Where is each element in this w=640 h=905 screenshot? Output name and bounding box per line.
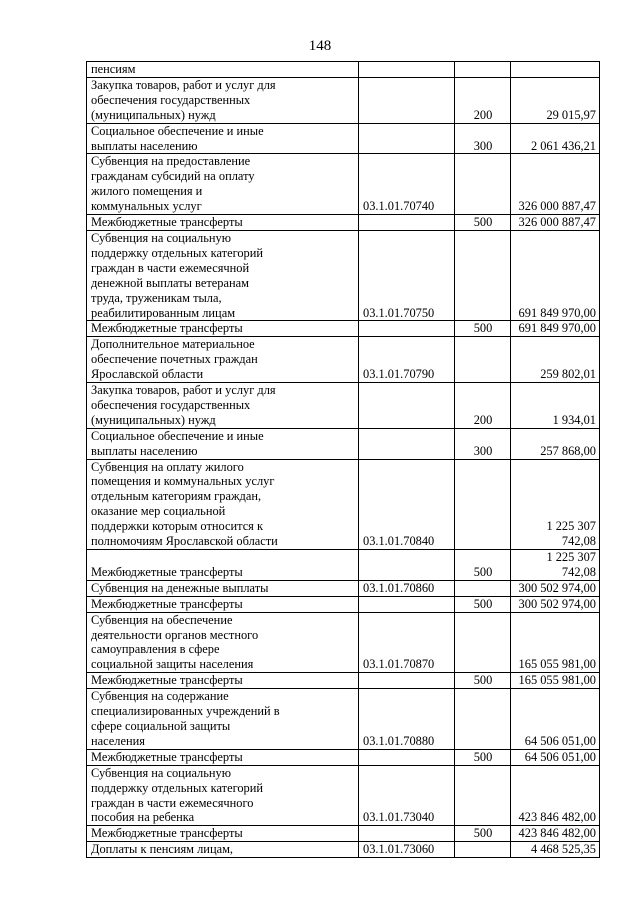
target-code-cell — [359, 749, 455, 765]
item-name-cell — [87, 842, 359, 858]
item-name-line: гражданам субсидий на оплату — [91, 169, 255, 184]
target-code-cell — [359, 826, 455, 842]
amount-cell: 4 468 525,35 — [511, 842, 600, 858]
item-name-line: обеспечение почетных граждан — [91, 352, 258, 367]
item-name-cell — [87, 62, 359, 78]
target-code-cell — [359, 428, 455, 459]
item-name-cell — [87, 230, 359, 320]
item-name-cell — [87, 123, 359, 154]
target-code-cell — [359, 550, 455, 581]
amount-cell: 64 506 051,00 — [511, 689, 600, 750]
amount-cell: 165 055 981,00 — [511, 612, 600, 673]
target-code-cell: 03.1.01.70750 — [359, 230, 455, 320]
item-name-cell — [87, 673, 359, 689]
item-name-line: Субвенция на денежные выплаты — [91, 580, 269, 595]
expense-type-cell: 500 — [455, 749, 511, 765]
amount-cell: 257 868,00 — [511, 428, 600, 459]
target-code-cell — [359, 62, 455, 78]
item-name-cell — [87, 215, 359, 231]
item-name-line: выплаты населению — [91, 138, 198, 153]
target-code-cell: 03.1.01.70740 — [359, 154, 455, 215]
item-name-cell — [87, 826, 359, 842]
item-name-line: Социальное обеспечение и иные — [91, 123, 264, 138]
item-name-line: помещения и коммунальных услуг — [91, 474, 275, 489]
amount-cell: 691 849 970,00 — [511, 321, 600, 337]
table-row — [87, 123, 600, 154]
item-name-line: Межбюджетные трансферты — [91, 673, 243, 688]
item-name-line: граждан в части ежемесячного — [91, 795, 254, 810]
table-row — [87, 826, 600, 842]
table-row — [87, 673, 600, 689]
table-row — [87, 765, 600, 826]
table-row — [87, 689, 600, 750]
item-name-line: Межбюджетные трансферты — [91, 321, 243, 336]
item-name-cell — [87, 612, 359, 673]
item-name-line: сфере социальной защиты — [91, 718, 231, 733]
item-name-line: Доплаты к пенсиям лицам, — [91, 842, 234, 857]
item-name-line: поддержку отдельных категорий — [91, 780, 263, 795]
expense-type-cell: 500 — [455, 321, 511, 337]
item-name-line: самоуправления в сфере — [91, 642, 220, 657]
table-row — [87, 596, 600, 612]
expense-type-cell — [455, 230, 511, 320]
amount-cell: 300 502 974,00 — [511, 596, 600, 612]
table-row — [87, 459, 600, 549]
amount-cell: 2 061 436,21 — [511, 123, 600, 154]
item-name-line: оказание мер социальной — [91, 504, 226, 519]
target-code-cell: 03.1.01.70860 — [359, 580, 455, 596]
item-name-line: Закупка товаров, работ и услуг для — [91, 383, 276, 398]
item-name-line: жилого помещения и — [91, 184, 203, 199]
expense-type-cell: 500 — [455, 673, 511, 689]
target-code-cell: 03.1.01.70790 — [359, 337, 455, 383]
table-row — [87, 428, 600, 459]
amount-cell: 691 849 970,00 — [511, 230, 600, 320]
amount-cell: 326 000 887,47 — [511, 215, 600, 231]
item-name-line: деятельности органов местного — [91, 627, 259, 642]
expense-type-cell — [455, 765, 511, 826]
expense-type-cell: 500 — [455, 596, 511, 612]
item-name-cell — [87, 689, 359, 750]
item-name-line: Межбюджетные трансферты — [91, 215, 243, 230]
item-name-line: Закупка товаров, работ и услуг для — [91, 77, 276, 92]
item-name-line: поддержки которым относится к — [91, 519, 264, 534]
target-code-cell — [359, 215, 455, 231]
item-name-line: труда, труженикам тыла, — [91, 290, 222, 305]
budget-table — [86, 61, 600, 858]
table-row — [87, 842, 600, 858]
expense-type-cell: 500 — [455, 215, 511, 231]
item-name-line: Субвенция на обеспечение — [91, 612, 233, 627]
target-code-cell: 03.1.01.73040 — [359, 765, 455, 826]
item-name-line: Ярославской области — [91, 367, 204, 382]
item-name-line: (муниципальных) нужд — [91, 107, 216, 122]
expense-type-cell: 300 — [455, 428, 511, 459]
amount-cell: 326 000 887,47 — [511, 154, 600, 215]
item-name-line: Межбюджетные трансферты — [91, 749, 243, 764]
item-name-line: (муниципальных) нужд — [91, 412, 216, 427]
item-name-line: Субвенция на социальную — [91, 765, 231, 780]
item-name-line: реабилитированным лицам — [91, 305, 236, 320]
table-row — [87, 230, 600, 320]
item-name-line: Субвенция на содержание — [91, 689, 229, 704]
amount-cell: 1 934,01 — [511, 383, 600, 429]
item-name-line: Субвенция на оплату жилого — [91, 459, 244, 474]
item-name-cell — [87, 337, 359, 383]
expense-type-cell — [455, 580, 511, 596]
item-name-cell — [87, 596, 359, 612]
table-row — [87, 337, 600, 383]
item-name-line: Межбюджетные трансферты — [91, 826, 243, 841]
item-name-line: пособия на ребенка — [91, 810, 195, 825]
expense-type-cell — [455, 689, 511, 750]
target-code-cell — [359, 596, 455, 612]
table-row — [87, 321, 600, 337]
item-name-cell — [87, 154, 359, 215]
table-row — [87, 215, 600, 231]
table-row — [87, 580, 600, 596]
target-code-cell — [359, 321, 455, 337]
item-name-line: полномочиям Ярославской области — [91, 534, 278, 549]
expense-type-cell: 200 — [455, 77, 511, 123]
item-name-line: Субвенция на социальную — [91, 230, 231, 245]
item-name-cell — [87, 77, 359, 123]
item-name-line: пенсиям — [91, 62, 136, 76]
item-name-line: Субвенция на предоставление — [91, 154, 251, 169]
expense-type-cell: 500 — [455, 826, 511, 842]
target-code-cell: 03.1.01.73060 — [359, 842, 455, 858]
budget-table-body — [87, 62, 600, 858]
item-name-cell — [87, 765, 359, 826]
item-name-cell — [87, 550, 359, 581]
amount-cell: 259 802,01 — [511, 337, 600, 383]
item-name-cell — [87, 459, 359, 549]
expense-type-cell: 500 — [455, 550, 511, 581]
item-name-cell — [87, 428, 359, 459]
expense-type-cell — [455, 842, 511, 858]
table-row — [87, 550, 600, 581]
item-name-cell — [87, 580, 359, 596]
target-code-cell — [359, 383, 455, 429]
item-name-line: Социальное обеспечение и иные — [91, 428, 264, 443]
table-row — [87, 749, 600, 765]
item-name-line: коммунальных услуг — [91, 199, 202, 214]
expense-type-cell — [455, 612, 511, 673]
expense-type-cell — [455, 62, 511, 78]
amount-cell: 423 846 482,00 — [511, 765, 600, 826]
amount-cell: 300 502 974,00 — [511, 580, 600, 596]
target-code-cell: 03.1.01.70870 — [359, 612, 455, 673]
item-name-cell — [87, 321, 359, 337]
target-code-cell: 03.1.01.70840 — [359, 459, 455, 549]
expense-type-cell: 200 — [455, 383, 511, 429]
amount-cell: 423 846 482,00 — [511, 826, 600, 842]
target-code-cell: 03.1.01.70880 — [359, 689, 455, 750]
expense-type-cell — [455, 337, 511, 383]
item-name-line: Дополнительное материальное — [91, 337, 255, 352]
item-name-cell — [87, 383, 359, 429]
item-name-line: Межбюджетные трансферты — [91, 596, 243, 611]
amount-cell: 29 015,97 — [511, 77, 600, 123]
item-name-line: обеспечения государственных — [91, 397, 251, 412]
item-name-line: специализированных учреждений в — [91, 704, 280, 719]
amount-cell: 165 055 981,00 — [511, 673, 600, 689]
item-name-cell — [87, 749, 359, 765]
amount-cell — [511, 62, 600, 78]
item-name-line: населения — [91, 733, 145, 748]
item-name-line: отдельным категориям граждан, — [91, 489, 262, 504]
item-name-line: выплаты населению — [91, 443, 198, 458]
amount-cell: 64 506 051,00 — [511, 749, 600, 765]
item-name-line: поддержку отдельных категорий — [91, 245, 263, 260]
item-name-line: обеспечения государственных — [91, 92, 251, 107]
target-code-cell — [359, 123, 455, 154]
item-name-line: Межбюджетные трансферты — [91, 564, 243, 579]
expense-type-cell — [455, 154, 511, 215]
table-row — [87, 383, 600, 429]
expense-type-cell — [455, 459, 511, 549]
table-row — [87, 154, 600, 215]
page-number: 148 — [308, 38, 332, 54]
table-row — [87, 62, 600, 78]
target-code-cell — [359, 77, 455, 123]
expense-type-cell: 300 — [455, 123, 511, 154]
table-row — [87, 612, 600, 673]
item-name-line: социальной защиты населения — [91, 657, 254, 672]
amount-cell: 1 225 307 742,08 — [511, 550, 600, 581]
table-row — [87, 77, 600, 123]
item-name-line: денежной выплаты ветеранам — [91, 275, 249, 290]
amount-cell: 1 225 307 742,08 — [511, 459, 600, 549]
item-name-line: граждан в части ежемесячной — [91, 260, 250, 275]
target-code-cell — [359, 673, 455, 689]
